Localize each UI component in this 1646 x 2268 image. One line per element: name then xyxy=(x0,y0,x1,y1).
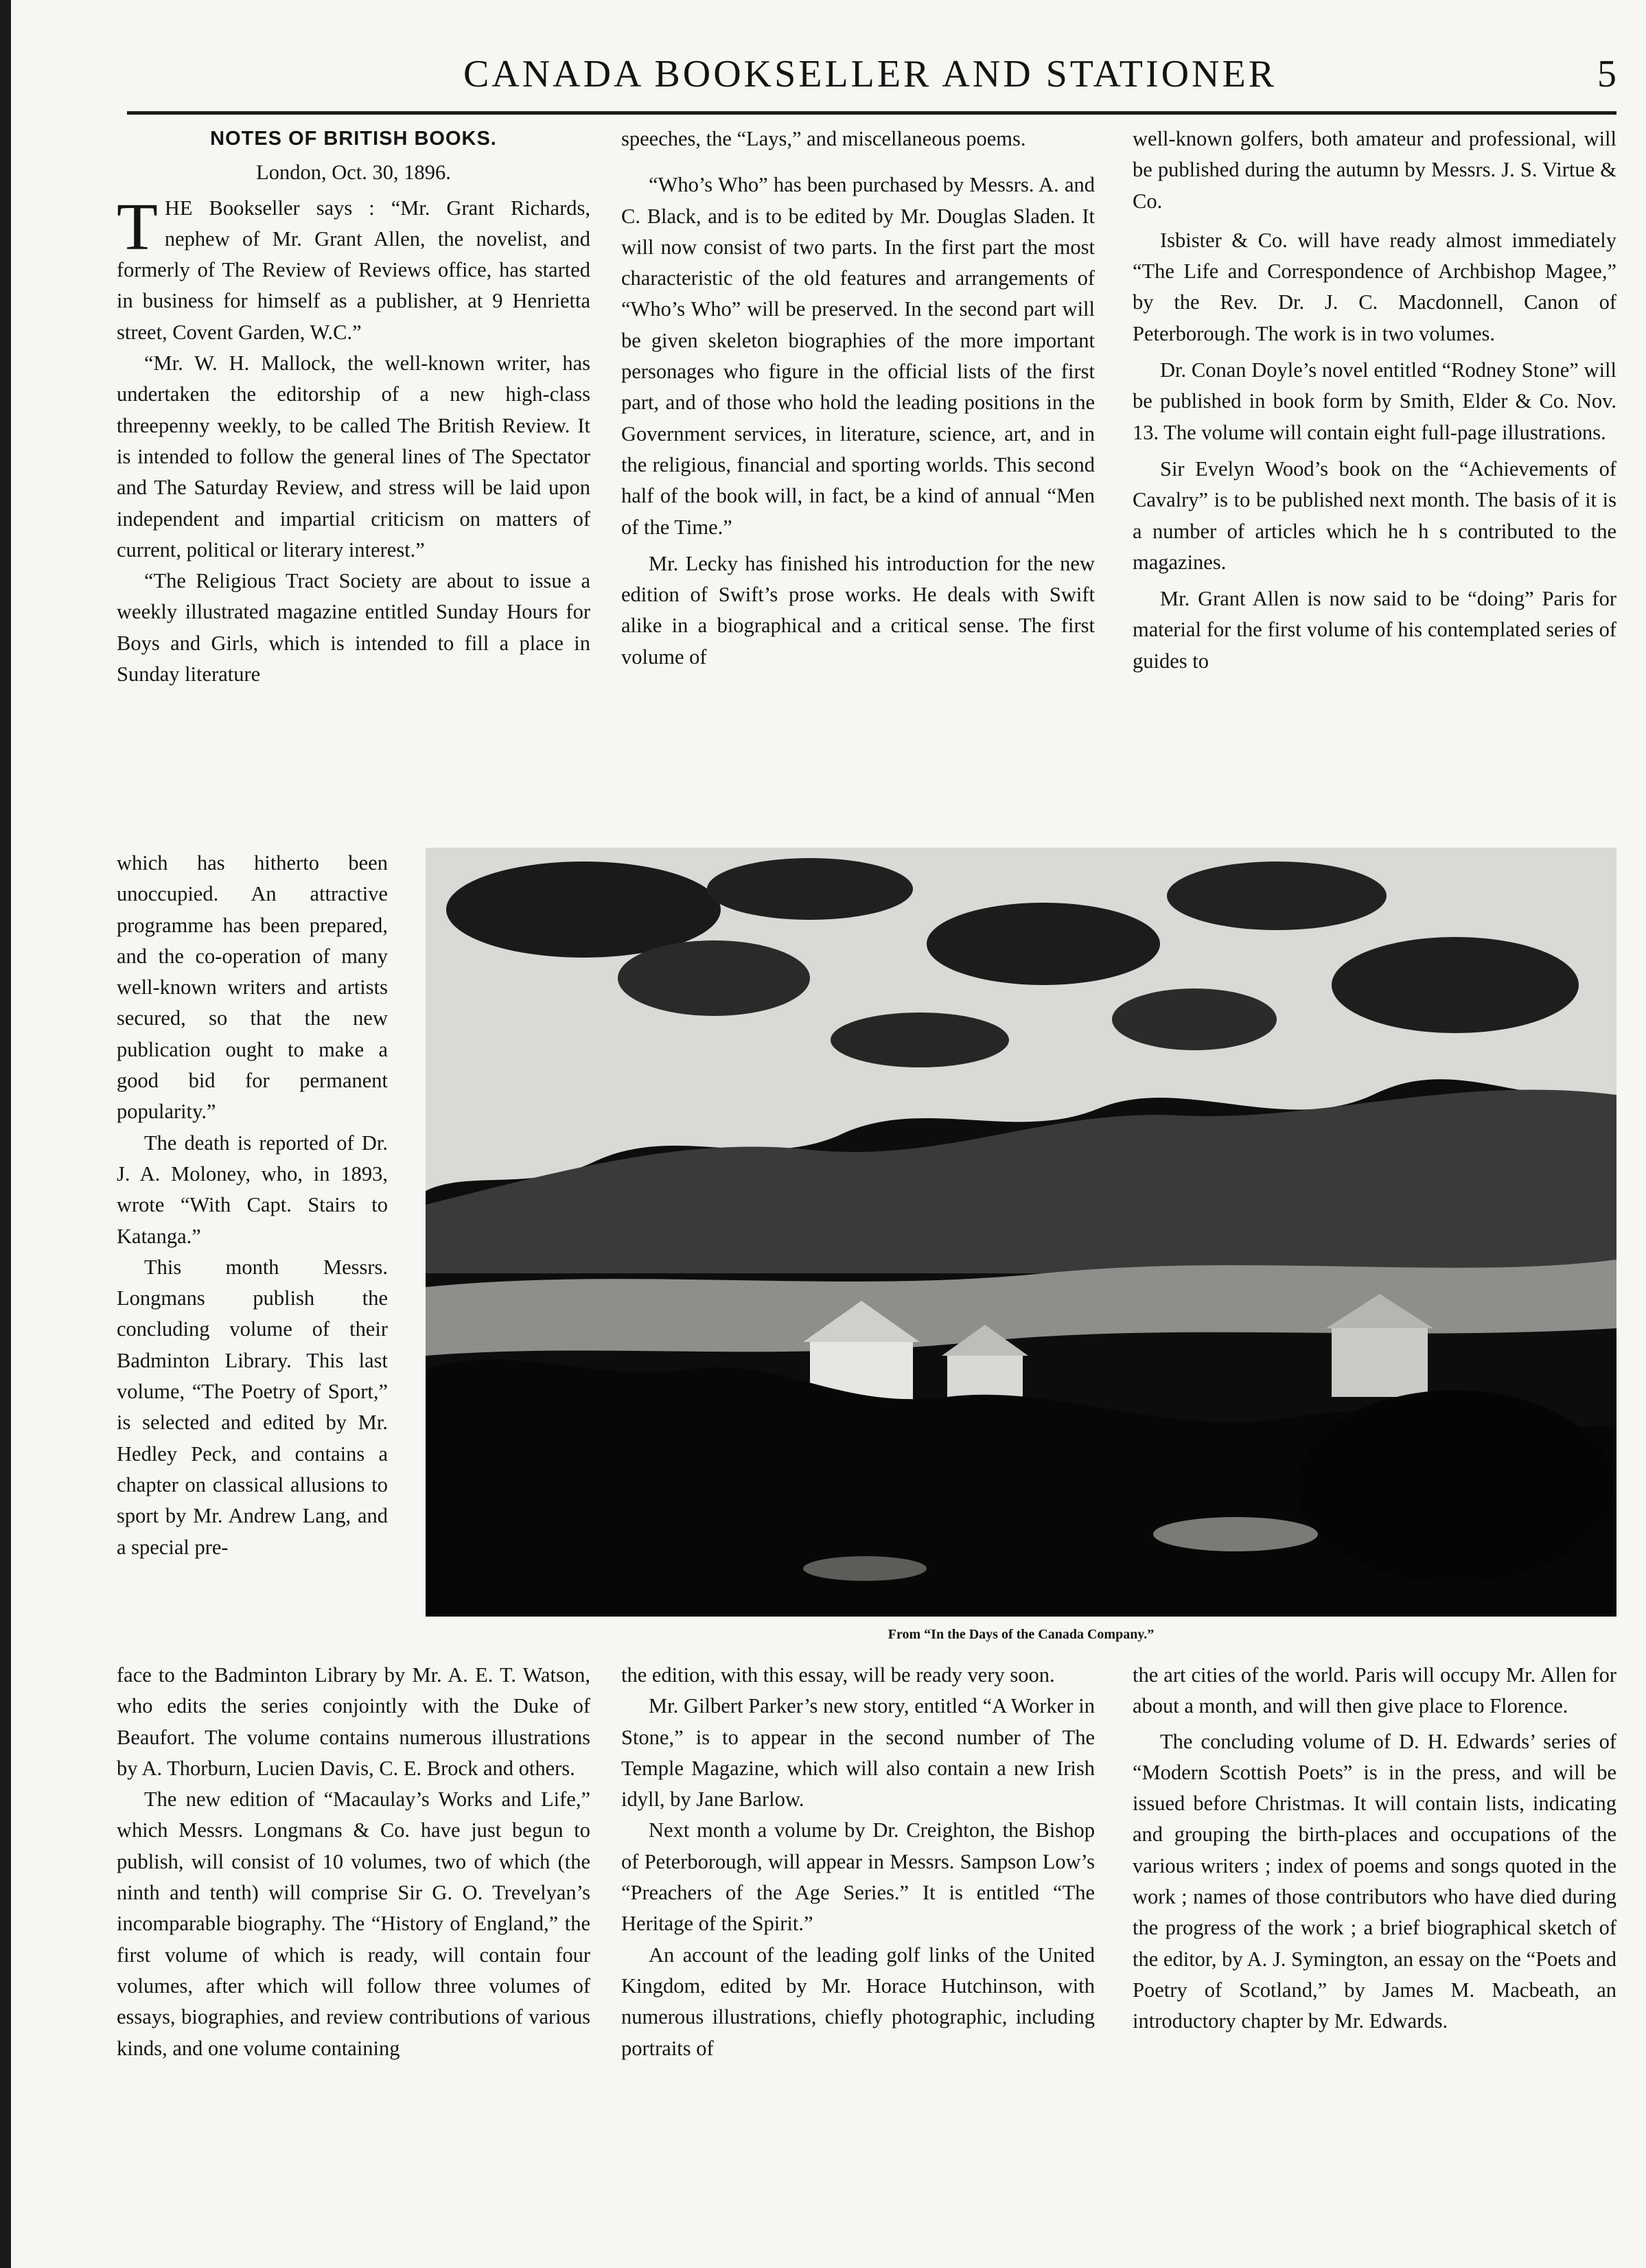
paragraph: Dr. Conan Doyle’s novel entitled “Rodney Stone” will be published in book form by Smith, Elder & Co. Nov. 13. The volume will contain eight full-page illustrations. xyxy=(1133,358,1616,444)
column-3-bottom xyxy=(1133,1660,1616,2202)
paragraph: “Who’s Who” has been purchased by Messrs. A. and C. Black, and is to be edited by Mr. Douglas Sladen. It will now consist of two parts. In the first part the most characteristic of the old features and arrangements of “Who’s Who” will be preserved. In the second part will be given skeleton biographies of the more important personages who figure in the official lists of the first part, and of those who hold the leading positions in the Government services, in literature, science, art, and in the religious, financial and sporting worlds. This second half of the book will, in fact, be a kind of annual “Men of the Time.” xyxy=(621,173,1095,539)
paragraph: “The Religious Tract Society are about to issue a weekly illustrated magazine entitled Sunday Hours for Boys and Girls, which is intended to fill a place in Sunday literature xyxy=(117,569,590,686)
page-binding-edge xyxy=(0,0,11,2268)
paragraph: Mr. Grant Allen is now said to be “doing” Paris for material for the first volume of his contemplated series of guides to xyxy=(1133,587,1616,673)
paragraph: An account of the leading golf links of the United Kingdom, edited by Mr. Horace Hutchinson, with numerous illustrations, chiefly photographic, including portraits of xyxy=(621,1943,1095,2060)
paragraph: face to the Badminton Library by Mr. A. E. T. Watson, who edits the series conjointly with the Duke of Beaufort. The volume contains numerous illustrations by A. Thorburn, Lucien Davis, C. E. Brock and others. xyxy=(117,1663,590,1780)
running-header xyxy=(124,48,1616,103)
page-number: 5 xyxy=(1597,53,1616,95)
paragraph: This month Messrs. Longmans publish the concluding volume of their Badminton Library. This last volume, “The Poetry of Sport,” is selected and edited by Mr. Hedley Peck, and contains a chapter on classical allusions to sport by Mr. Andrew Lang, and a special pre- xyxy=(117,1255,388,1559)
photo-illustration xyxy=(426,848,1616,1617)
column-3-top xyxy=(1133,124,1616,848)
paragraph: the art cities of the world. Paris will occupy Mr. Allen for about a month, and will then give place to Florence. xyxy=(1133,1663,1616,1718)
article-heading: NOTES OF BRITISH BOOKS. xyxy=(210,128,497,150)
column-2-top xyxy=(621,124,1095,848)
paragraph: Isbister & Co. will have ready almost immediately “The Life and Correspondence of Archbishop Magee,” by the Rev. Dr. J. C. Macdonnell, Canon of Peterborough. The work is in two volumes. xyxy=(1133,228,1616,345)
landscape-photograph xyxy=(426,848,1616,1617)
paragraph: The new edition of “Macaulay’s Works and Life,” which Messrs. Longmans & Co. have just begun to publish, will consist of 10 volumes, two of which (the ninth and tenth) will comprise Sir G. O. Trevelyan’s incomparable biography. The “History of England,” the first volume of which is ready, will contain four volumes, after which will follow three volumes of essays, biographies, and review contributions of various kinds, and one volume containing xyxy=(117,1787,590,2060)
column-2-bottom xyxy=(621,1660,1095,2202)
paragraph: Mr. Lecky has finished his introduction for the new edition of Swift’s prose works. He deals with Swift alike in a biographical and a critical sense. The first volume of xyxy=(621,551,1095,669)
column-1-narrow xyxy=(117,848,388,1658)
photo-caption: From “In the Days of the Canada Company.” xyxy=(888,1627,1155,1642)
paragraph: Sir Evelyn Wood’s book on the “Achievements of Cavalry” is to be published next month. The basis of it is a number of articles which he h s contributed to the magazines. xyxy=(1133,456,1616,574)
publication-title: CANADA BOOKSELLER AND STATIONER xyxy=(463,53,1277,95)
column-1-top xyxy=(117,124,590,848)
paragraph: speeches, the “Lays,” and miscellaneous poems. xyxy=(621,127,1026,150)
header-rule xyxy=(127,111,1616,115)
paragraph: THE Bookseller says : “Mr. Grant Richards, nephew of Mr. Grant Allen, the novelist, and formerly of The Review of Reviews office, has started in business for himself as a publisher, at 9 Henrietta street, Covent Garden, W.C.” xyxy=(117,189,590,344)
paragraph: Next month a volume by Dr. Creighton, the Bishop of Peterborough, will appear in Messrs. Sampson Low’s “Preachers of the Age Series.” It is entitled “The Heritage of the Spirit.” xyxy=(621,1818,1095,1936)
drop-cap: T xyxy=(117,189,158,264)
column-1-bottom xyxy=(117,1660,590,2202)
paragraph: well-known golfers, both amateur and professional, will be published during the autumn by Messrs. J. S. Virtue & Co. xyxy=(1133,127,1616,213)
paragraph: The death is reported of Dr. J. A. Moloney, who, in 1893, wrote “With Capt. Stairs to Katanga.” xyxy=(117,1131,388,1248)
article-dateline: London, Oct. 30, 1896. xyxy=(256,161,451,185)
paragraph: “Mr. W. H. Mallock, the well-known writer, has undertaken the editorship of a new high-class threepenny weekly, to be called The British Review. It is intended to follow the general lines of The Spectator and The Saturday Review, and stress will be laid upon independent and impartial criticism on matters of current, political or literary interest.” xyxy=(117,351,590,562)
paragraph: which has hitherto been unoccupied. An attractive programme has been prepared, and the co-operation of many well-known writers and artists secured, so that the new publication ought to make a good bid for permanent popularity.” xyxy=(117,851,388,1124)
paragraph: the edition, with this essay, will be ready very soon. xyxy=(621,1663,1055,1687)
paragraph: Mr. Gilbert Parker’s new story, entitled “A Worker in Stone,” is to appear in the second number of The Temple Magazine, which will also contain a new Irish idyll, by Jane Barlow. xyxy=(621,1694,1095,1812)
paragraph: The concluding volume of D. H. Edwards’ series of “Modern Scottish Poets” is in the press, and will be issued before Christmas. It will contain lists, indicating and grouping the birth-places and occupations of the various writers ; index of poems and songs quoted in the work ; names of those contributors who have died during the progress of the work ; a brief biographical sketch of the editor, by A. J. Symington, an essay on the “Poets and Poetry of Scotland,” by James M. Macbeath, an introductory chapter by Mr. Edwards. xyxy=(1133,1729,1616,2033)
